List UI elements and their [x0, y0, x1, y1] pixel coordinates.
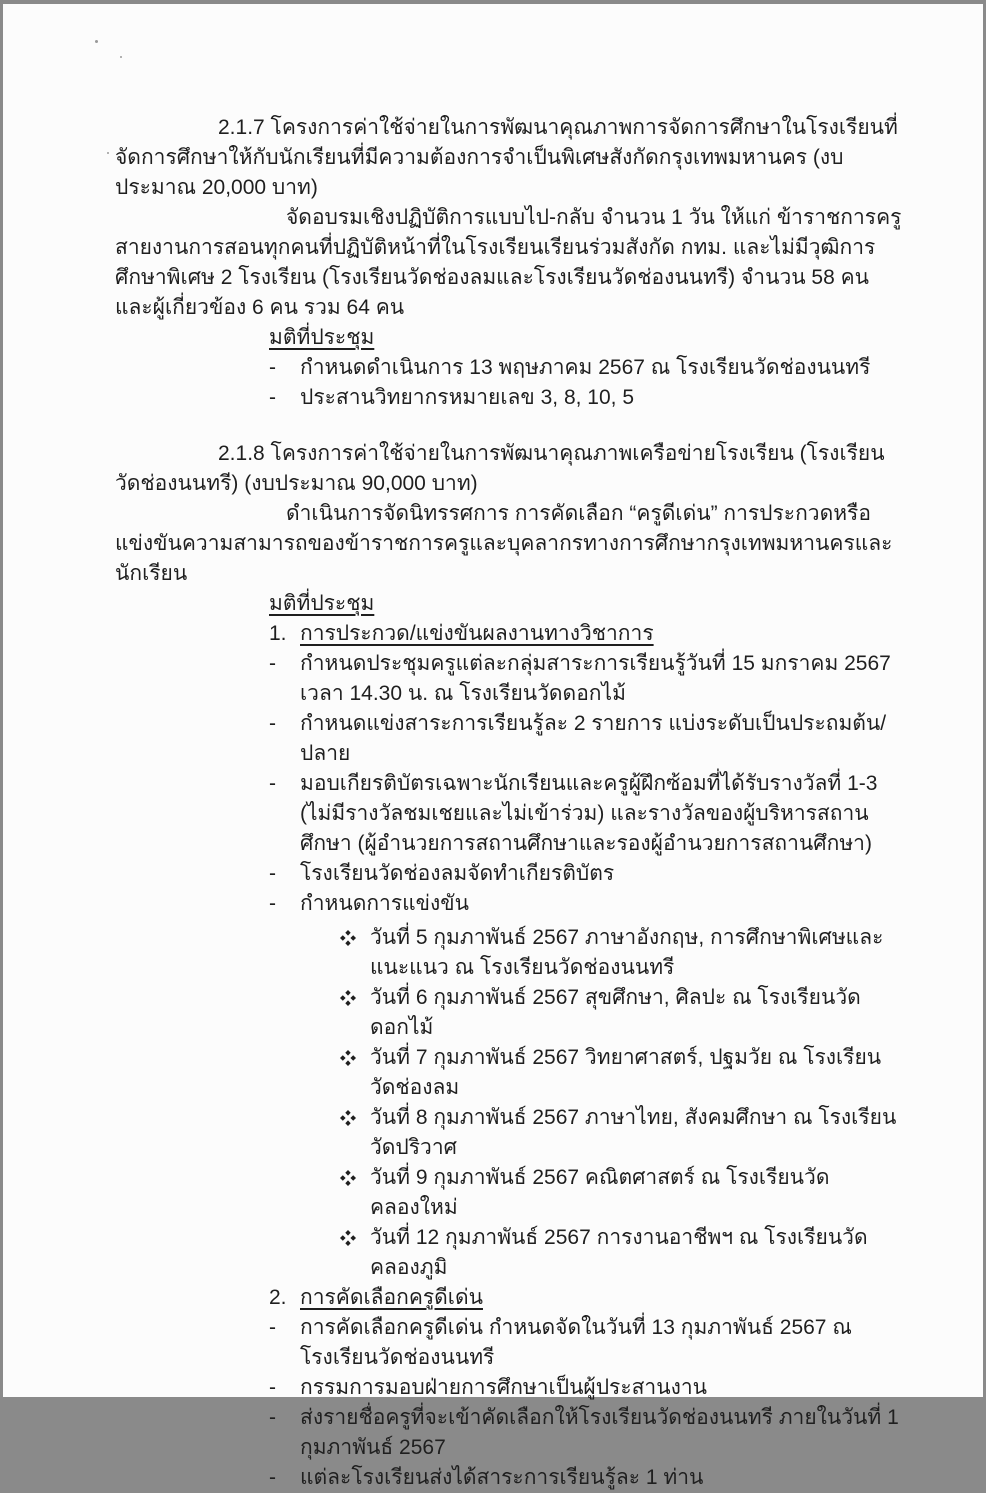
list-item [269, 1463, 905, 1493]
list-item [269, 1373, 905, 1403]
section-2-1-8 [115, 439, 905, 1493]
list-item-text: มอบเกียรติบัตรเฉพาะนักเรียนและครูผู้ฝึกซ้อมที่ได้รับรางวัลที่ 1-3 (ไม่มีรางวัลชมเชยและไม่เข้าร่วม) และรางวัลของผู้บริหารสถานศึกษา (ผู้อำนวยการสถานศึกษาและรองผู้อำนวยการสถานศึกษา) [300, 769, 905, 859]
scan-speck [107, 152, 109, 154]
topic-item [269, 619, 905, 649]
list-item [269, 1403, 905, 1463]
topic-item [269, 1283, 905, 1313]
schedule-item [340, 1043, 905, 1103]
section-2-1-8-heading: 2.1.8 โครงการค่าใช้จ่ายในการพัฒนาคุณภาพเครือข่ายโรงเรียน (โรงเรียนวัดช่องนนทรี) (งบประมาณ 90,000 บาท) [115, 439, 905, 499]
diamond-bullet-icon [340, 1163, 370, 1186]
dash-bullet: - [269, 1373, 300, 1403]
schedule-item-text: วันที่ 9 กุมภาพันธ์ 2567 คณิตศาสตร์ ณ โรงเรียนวัดคลองใหม่ [370, 1163, 905, 1223]
topic-number: 1. [269, 619, 300, 649]
list-item-text: ประสานวิทยากรหมายเลข 3, 8, 10, 5 [300, 383, 905, 413]
list-item [269, 383, 905, 413]
scanned-document-page [3, 4, 983, 1397]
schedule-item-text: วันที่ 6 กุมภาพันธ์ 2567 สุขศึกษา, ศิลปะ ณ โรงเรียนวัดดอกไม้ [370, 983, 905, 1043]
list-item [269, 709, 905, 769]
competition-schedule [115, 923, 905, 1283]
list-item-text: การคัดเลือกครูดีเด่น กำหนดจัดในวันที่ 13 กุมภาพันธ์ 2567 ณ โรงเรียนวัดช่องนนทรี [300, 1313, 905, 1373]
dash-bullet: - [269, 649, 300, 679]
document-content [115, 113, 905, 1493]
schedule-item [340, 1163, 905, 1223]
schedule-item-text: วันที่ 7 กุมภาพันธ์ 2567 วิทยาศาสตร์, ปฐมวัย ณ โรงเรียนวัดช่องลม [370, 1043, 905, 1103]
list-item-text: กรรมการมอบฝ่ายการศึกษาเป็นผู้ประสานงาน [300, 1373, 905, 1403]
diamond-bullet-icon [340, 983, 370, 1006]
schedule-item [340, 1223, 905, 1283]
diamond-bullet-icon [340, 1223, 370, 1246]
diamond-bullet-icon [340, 1103, 370, 1126]
topic-title: การคัดเลือกครูดีเด่น [300, 1283, 905, 1313]
section-2-1-8-body: ดำเนินการจัดนิทรรศการ การคัดเลือก “ครูดีเด่น” การประกวดหรือแข่งขันความสามารถของข้าราชการครูและบุคลากรทางการศึกษากรุงเทพมหานครและนักเรียน [115, 499, 905, 589]
schedule-item-text: วันที่ 5 กุมภาพันธ์ 2567 ภาษาอังกฤษ, การศึกษาพิเศษและแนะแนว ณ โรงเรียนวัดช่องนนทรี [370, 923, 905, 983]
list-item-text: โรงเรียนวัดช่องลมจัดทำเกียรติบัตร [300, 859, 905, 889]
topic-title: การประกวด/แข่งขันผลงานทางวิชาการ [300, 619, 905, 649]
scan-speck [95, 40, 98, 43]
dash-bullet: - [269, 859, 300, 889]
schedule-item [340, 1103, 905, 1163]
resolution-heading: มติที่ประชุม [269, 589, 905, 619]
list-item [269, 649, 905, 709]
list-item [269, 889, 905, 919]
dash-bullet: - [269, 769, 300, 799]
dash-bullet: - [269, 1313, 300, 1343]
diamond-bullet-icon [340, 923, 370, 946]
section-2-1-7-body: จัดอบรมเชิงปฏิบัติการแบบไป-กลับ จำนวน 1 วัน ให้แก่ ข้าราชการครูสายงานการสอนทุกคนที่ปฏิบัติหน้าที่ในโรงเรียนเรียนร่วมสังกัด กทม. และไม่มีวุฒิการศึกษาพิเศษ 2 โรงเรียน (โรงเรียนวัดช่องลมและโรงเรียนวัดช่องนนทรี) จำนวน 58 คน และผู้เกี่ยวข้อง 6 คน รวม 64 คน [115, 203, 905, 323]
list-item [269, 1313, 905, 1373]
scan-speck [120, 56, 122, 58]
section-2-1-7 [115, 113, 905, 413]
list-item-text: กำหนดการแข่งขัน [300, 889, 905, 919]
list-item-text: กำหนดประชุมครูแต่ละกลุ่มสาระการเรียนรู้วันที่ 15 มกราคม 2567 เวลา 14.30 น. ณ โรงเรียนวัดดอกไม้ [300, 649, 905, 709]
list-item-text: กำหนดแข่งสาระการเรียนรู้ละ 2 รายการ แบ่งระดับเป็นประถมต้น/ปลาย [300, 709, 905, 769]
list-item-text: แต่ละโรงเรียนส่งได้สาระการเรียนรู้ละ 1 ท่าน [300, 1463, 905, 1493]
schedule-item-text: วันที่ 8 กุมภาพันธ์ 2567 ภาษาไทย, สังคมศึกษา ณ โรงเรียนวัดปริวาศ [370, 1103, 905, 1163]
schedule-item [340, 923, 905, 983]
topic-number: 2. [269, 1283, 300, 1313]
list-item [269, 859, 905, 889]
dash-bullet: - [269, 1403, 300, 1433]
section-2-1-7-heading: 2.1.7 โครงการค่าใช้จ่ายในการพัฒนาคุณภาพการจัดการศึกษาในโรงเรียนที่จัดการศึกษาให้กับนักเรียนที่มีความต้องการจำเป็นพิเศษสังกัดกรุงเทพมหานคร (งบประมาณ 20,000 บาท) [115, 113, 905, 203]
dash-bullet: - [269, 889, 300, 919]
list-item-text: กำหนดดำเนินการ 13 พฤษภาคม 2567 ณ โรงเรียนวัดช่องนนทรี [300, 353, 905, 383]
dash-bullet: - [269, 353, 300, 383]
dash-bullet: - [269, 1463, 300, 1493]
resolution-heading: มติที่ประชุม [269, 323, 905, 353]
diamond-bullet-icon [340, 1043, 370, 1066]
schedule-item-text: วันที่ 12 กุมภาพันธ์ 2567 การงานอาชีพฯ ณ โรงเรียนวัดคลองภูมิ [370, 1223, 905, 1283]
dash-bullet: - [269, 709, 300, 739]
list-item-text: ส่งรายชื่อครูที่จะเข้าคัดเลือกให้โรงเรียนวัดช่องนนทรี ภายในวันที่ 1 กุมภาพันธ์ 2567 [300, 1403, 905, 1463]
schedule-item [340, 983, 905, 1043]
list-item [269, 769, 905, 859]
list-item [269, 353, 905, 383]
dash-bullet: - [269, 383, 300, 413]
